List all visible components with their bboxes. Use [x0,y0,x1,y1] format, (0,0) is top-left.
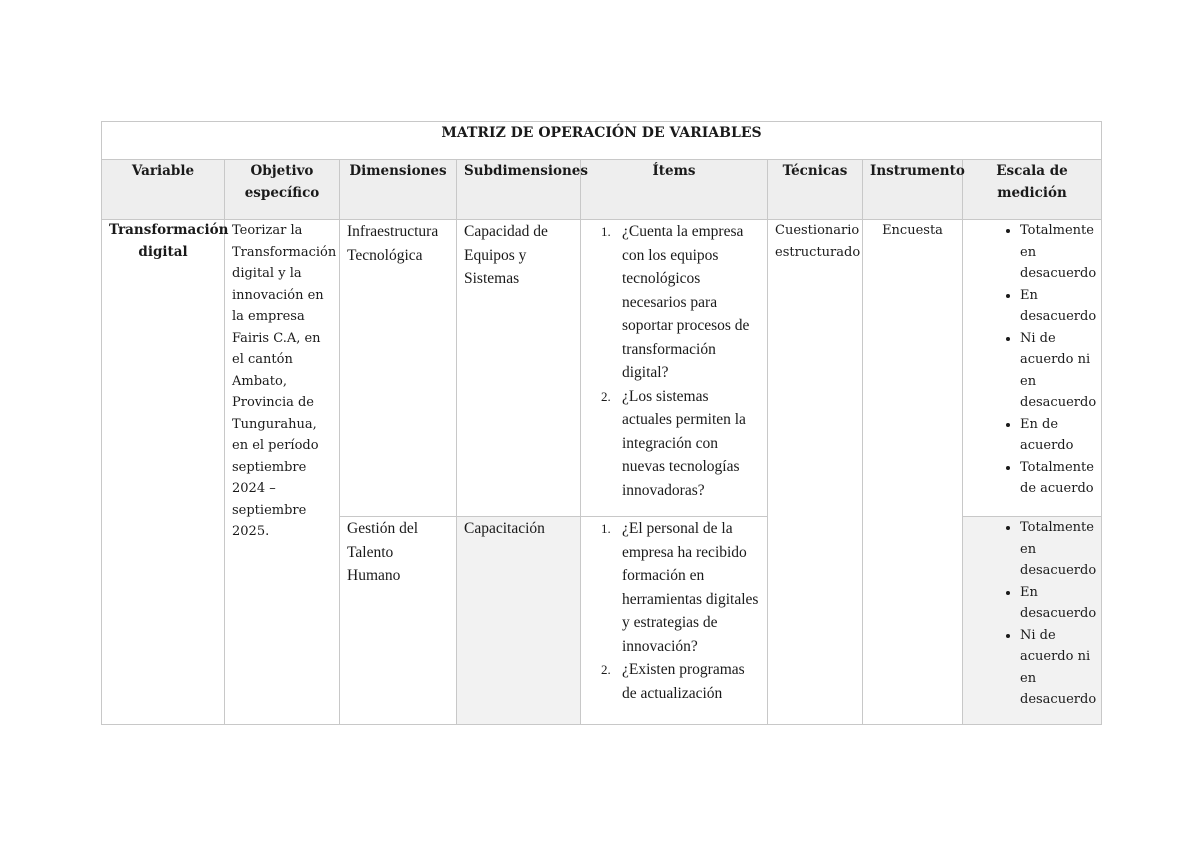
header-variable: Variable [102,160,225,220]
list-item: • En desacuerdo [1020,285,1094,328]
escala-cell [963,517,1102,725]
header-objetivo: Objetivo específico [225,160,340,220]
list-item: • Ni de acuerdo ni en desacuerdo [1020,625,1094,711]
list-item: • En de acuerdo [1020,414,1094,457]
header-items: Ítems [581,160,768,220]
dimension-cell: Gestión del Talento Humano [340,517,457,725]
escala-cell [963,220,1102,517]
table-row [102,220,1102,517]
list-item: 1. ¿Cuenta la empresa con los equipos tecnológicos necesarios para soportar procesos de transformación digital? [614,220,760,385]
list-item: • Totalmente en desacuerdo [1020,517,1094,582]
list-item: • Totalmente en desacuerdo [1020,220,1094,285]
header-row [102,160,1102,220]
list-item: • Ni de acuerdo ni en desacuerdo [1020,328,1094,414]
dimension-cell: Infraestructura Tecnológica [340,220,457,517]
subdimension-cell: Capacitación [457,517,581,725]
table-title: MATRIZ DE OPERACIÓN DE VARIABLES [102,122,1102,160]
header-instrumento: Instrumento [863,160,963,220]
list-item: • Totalmente de acuerdo [1020,457,1094,500]
header-tecnicas: Técnicas [768,160,863,220]
list-item: 1. ¿El personal de la empresa ha recibido formación en herramientas digitales y estrategias de innovación? [614,517,760,658]
header-escala: Escala de medición [963,160,1102,220]
header-subdimensiones: Subdimensiones [457,160,581,220]
items-cell [581,517,768,725]
variable-cell: Transformación digital [102,220,225,725]
objetivo-cell: Teorizar la Transformación digital y la innovación en la empresa Fairis C.A, en el cantón Ambato, Provincia de Tungurahua, en el período septiembre 2024 – septiembre 2025. [225,220,340,725]
list-item: • En desacuerdo [1020,582,1094,625]
header-dimensiones: Dimensiones [340,160,457,220]
operation-matrix-table [101,121,1102,725]
tecnica-cell: Cuestionario estructurado [768,220,863,725]
list-item: 2. ¿Existen programas de actualización [614,658,760,705]
items-cell [581,220,768,517]
subdimension-cell: Capacidad de Equipos y Sistemas [457,220,581,517]
list-item: 2. ¿Los sistemas actuales permiten la integración con nuevas tecnologías innovadoras? [614,385,760,503]
instrumento-cell: Encuesta [863,220,963,725]
